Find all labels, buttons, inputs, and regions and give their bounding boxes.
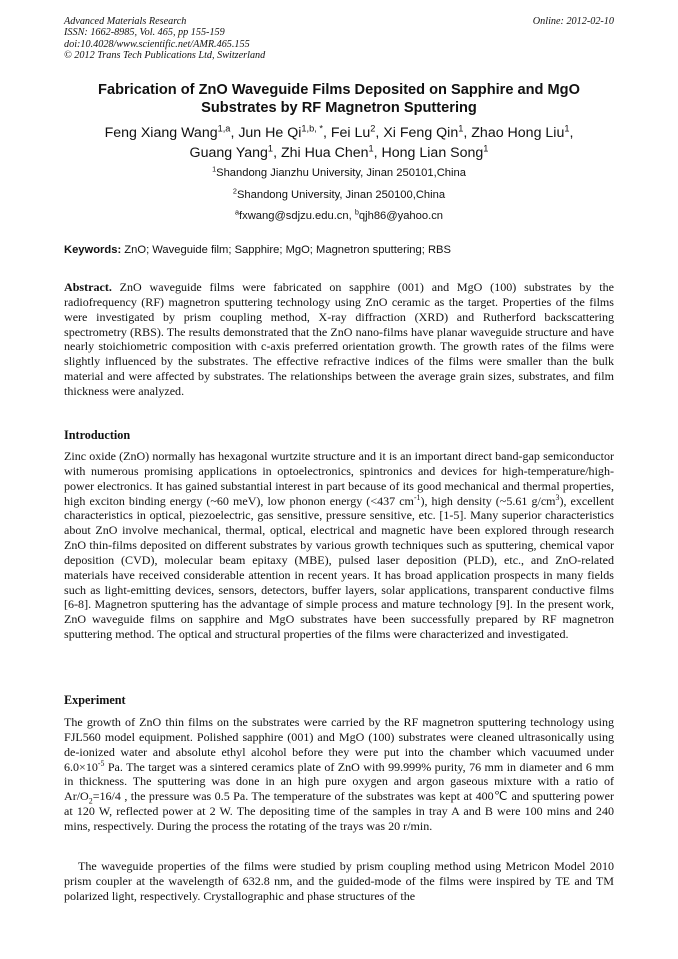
author: Xi Feng Qin	[383, 125, 459, 141]
online-date: Online: 2012-02-10	[532, 16, 614, 27]
author-sup: 1	[267, 143, 274, 154]
author-sup: 2	[370, 123, 376, 134]
section-heading-introduction: Introduction	[64, 428, 131, 442]
author: Hong Lian Song	[381, 145, 484, 161]
author-sup: 1,b, *	[301, 123, 323, 134]
email-link[interactable]: qjh86@yahoo.cn	[358, 210, 444, 222]
abstract-label: Abstract.	[64, 280, 112, 294]
author: Fei Lu	[330, 125, 371, 141]
email-link[interactable]: fxwang@sdjzu.edu.cn,	[239, 210, 355, 222]
author-sup: 1	[458, 123, 464, 134]
author-list: Feng Xiang Wang$^{1,a}$, Jun He $Qi^{1,b, *}$, Fei Lu$^2$, Xi Feng Qin$^1$, Zhao Hong Liu$^1$, Guang Yang$^1$, Zhi Hua Chen$^1$, Hong Lian Song$^1$	[104, 123, 574, 161]
abstract-text: ZnO waveguide films were fabricated on sapphire (001) and MgO (100) substrates by the radiofrequency (RF) magnetron sputtering technology using ZnO ceramic as the target. Properties of the films were investigated by prism coupling method, X-ray diffraction (XRD) and Rutherford backscattering spectrometry (RBS). The results demonstrated that the ZnO nano-films have planar waveguide structure and have nearly stoichiometric composition with c-axis preferred orientation growth. The growth rates of the films were slightly influenced by the substrates. The effective refractive indices of the films were smaller than the bulk material and were affected by substrates. The relationships between the average grain sizes, substrates, and film thickness were analyzed.	[64, 280, 614, 398]
journal-doi: doi:10.4028/www.scientific.net/AMR.465.155	[64, 38, 250, 50]
author-sup: 1,a	[217, 123, 231, 134]
journal-header	[64, 16, 265, 62]
author: Guang Yang	[189, 145, 268, 161]
experiment-paragraph-1: The growth of ZnO thin films on the substrates were carried by the RF magnetron sputtering technology using FJL560 model equipment. Polished sapphire (001) and MgO (100) substrates were cleaned ultrasonically using de-ionized water and absolute ethyl alcohol before they were put into the chamber which vacuumed under $6.0\times 10^{-5}$ Pa. The target was a sintered ceramics plate of ZnO with 99.999% purity, 76 mm in diameter and 6 mm in thickness. The sputtering was done in an high pure oxygen and argon gaseous mixture with a ratio of $Ar/O_2=16/4$ , the pressure was 0.5 Pa. The temperature of the substrates was kept at 400℃ and sputtering power at 120 W, reflected power at 2 W. The depositing time of the samples in tray A and B were 100 mins and 240 mins, respectively. During the process the rotating of the trays was 20 r/min.	[64, 715, 614, 833]
journal-copyright: © 2012 Trans Tech Publications Ltd, Switzerland	[64, 50, 266, 62]
introduction-paragraph: Zinc oxide (ZnO) normally has hexagonal wurtzite structure and it is an important direct band-gap semiconductor with numerous promising applications in optoelectronics, spintronics and devices for high-temperature/high-power electronics. It has gained substantial interest in part because of its good mechanical and thermal properties, high exciton binding energy (~60 meV), low phonon energy (<437 $cm^{-1}$), high density (~5.61 $g/cm^3$), excellent characteristics in optical, piezoelectric, gas sensitive, pressure sensitive, etc. [1-5]. Many superior characteristics about ZnO involve mechanical, thermal, optical, electrical and magnetic have been explored through research ZnO thin-films deposited on different substrates by various growth techniques such as sputtering, chemical vapor deposition (CVD), molecular beam epitaxy (MBE), pulsed laser deposition (PLD), etc., and ZnO-related materials have received considerable attention in recent years. It has broad application prospects in many fields such as light-emitting devices, sensors, detectors, buffer layers, solar applications, transparent conductive films [6-8]. Magnetron sputtering has the advantage of simple process and mature technology [9]. In the present work, ZnO waveguide films on sapphire and MgO substrates have been successfully prepared by RF magnetron sputtering method. The optical and structural properties of the films were characterized and investigated.	[64, 449, 614, 642]
keywords	[64, 243, 614, 257]
journal-name: Advanced Materials Research	[64, 16, 187, 27]
author-sup: 1	[564, 123, 570, 134]
affiliation-2: $^2$Shandong University, Jinan 250100,China	[232, 186, 446, 201]
author-emails: $^a$fxwang@sdjzu.edu.cn, $^b$qjh86@yahoo.cn	[234, 207, 444, 222]
author-sup: 1	[368, 143, 374, 154]
keywords-label: Keywords:	[64, 244, 122, 256]
journal-issn: ISSN: 1662-8985, Vol. 465, pp 155-159	[64, 27, 225, 39]
keywords-text: ZnO; Waveguide film; Sapphire; MgO; Magnetron sputtering; RBS	[121, 244, 451, 256]
paper-title: Fabrication of ZnO Waveguide Films Deposited on Sapphire and MgO Substrates by RF Magnetron Sputtering	[98, 82, 580, 116]
author: Zhi Hua Chen	[280, 145, 369, 161]
abstract	[64, 280, 614, 399]
author: Feng Xiang Wang	[104, 125, 218, 141]
affiliation-1: $^1$Shandong Jianzhu University, Jinan 250101,China	[212, 164, 466, 179]
author-sup: 1	[483, 143, 489, 154]
author: Zhao Hong Liu	[471, 125, 565, 141]
experiment-paragraph-2: The waveguide properties of the films were studied by prism coupling method using Metricon Model 2010 prism coupler at the wavelength of 632.8 nm, and the guided-mode of the films were inspired by TE and TM polarized light, respectively. Crystallographic and phase structures of the	[64, 859, 614, 903]
author: Jun He Qi	[238, 125, 302, 141]
section-heading-experiment: Experiment	[64, 693, 126, 707]
